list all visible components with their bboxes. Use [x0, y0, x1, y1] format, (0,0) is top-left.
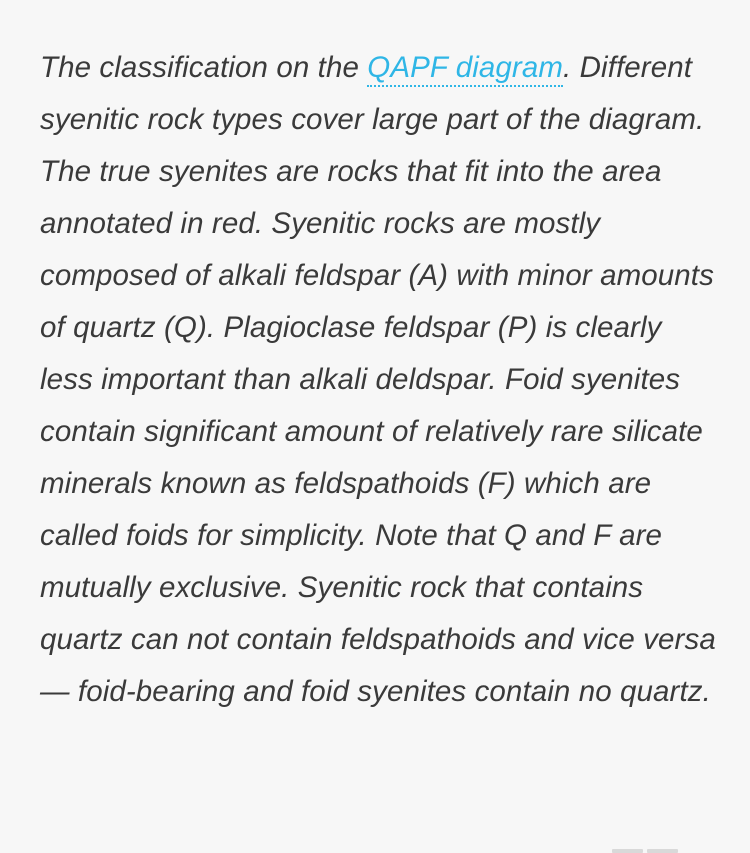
bottom-mark	[647, 849, 678, 853]
caption-intro: The classification on the	[40, 51, 368, 84]
qapf-diagram-link[interactable]: QAPF diagram	[367, 51, 563, 87]
bottom-mark	[612, 849, 643, 853]
caption-body: . Different syenitic rock types cover large part of the diagram. The true syenites are rocks that fit into the area annotated in red. Syenitic rocks are mostly composed of alkali feldspar (A) with minor amounts of quartz (Q). Plagioclase feldspar (P) is clearly less important than alkali deldspar. Foid syenites contain significant amount of relatively rare silicate minerals known as feldspathoids (F) which are called foids for simplicity. Note that Q and F are mutually exclusive. Syenitic rock that contains quartz can not contain feldspathoids and vice versa — foid-bearing and foid syenites contain no quartz.	[40, 51, 716, 708]
image-caption	[40, 42, 720, 718]
bottom-edge-marks	[612, 849, 678, 853]
